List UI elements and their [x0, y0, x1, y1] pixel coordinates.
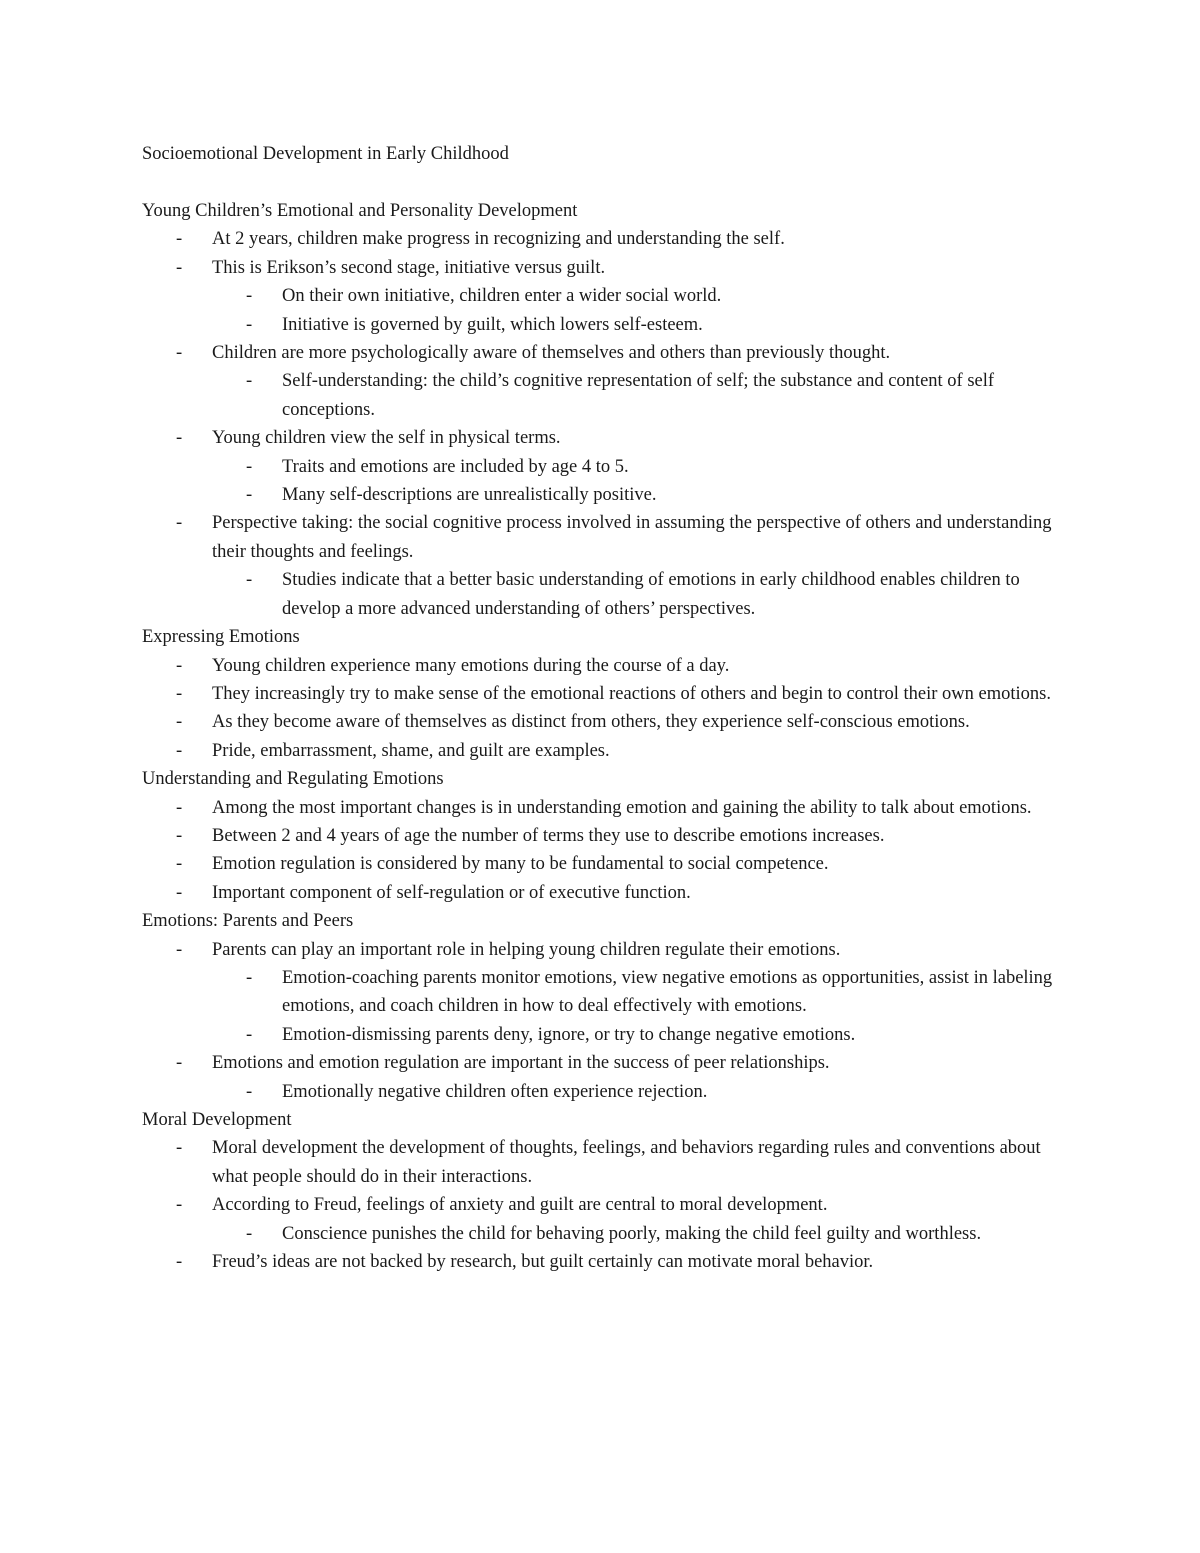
sub-list-item [212, 1220, 1062, 1248]
list-item-text: Freud’s ideas are not backed by research, but guilt certainly can motivate moral behavior. [212, 1252, 874, 1273]
dash-bullet-icon: - [176, 1195, 183, 1216]
dash-bullet-icon: - [246, 485, 253, 506]
section-heading: Emotions: Parents and Peers [142, 911, 354, 932]
dash-bullet-icon: - [246, 286, 253, 307]
dash-bullet-icon: - [176, 513, 183, 534]
bullet-list [142, 936, 1062, 1106]
section-heading: Moral Development [142, 1110, 292, 1130]
sub-bullet-list [212, 1078, 1062, 1106]
sub-list-item-text: On their own initiative, children enter a wider social world. [282, 286, 722, 307]
list-item [142, 254, 1062, 339]
list-item-text: They increasingly try to make sense of the emotional reactions of others and begin to control their own emotions. [212, 683, 1051, 704]
list-item-text: Moral development the development of thoughts, feelings, and behaviors regarding rules and conventions about what people should do in their interactions. [212, 1138, 1041, 1187]
list-item [142, 424, 1062, 509]
dash-bullet-icon: - [176, 939, 183, 960]
bullet-list [142, 1134, 1062, 1276]
bullet-list [142, 225, 1062, 623]
sub-bullet-list [212, 453, 1062, 510]
sub-list-item-text: Emotion-coaching parents monitor emotions, view negative emotions as opportunities, assist in labeling emotions, and coach children in how to deal effectively with emotions. [282, 967, 1053, 1017]
dash-bullet-icon: - [246, 570, 253, 591]
document-title: Socioemotional Development in Early Childhood [142, 144, 509, 164]
dash-bullet-icon: - [176, 257, 183, 278]
dash-bullet-icon: - [176, 428, 183, 449]
sub-list-item [212, 453, 1062, 481]
sub-bullet-list [212, 282, 1062, 339]
list-item-text: Pride, embarrassment, shame, and guilt are examples. [212, 740, 610, 761]
list-item [142, 509, 1062, 623]
list-item-text: As they become aware of themselves as distinct from others, they experience self-conscious emotions. [212, 712, 970, 733]
sub-list-item [212, 311, 1062, 339]
section-heading: Understanding and Regulating Emotions [142, 769, 444, 790]
list-item-text: Young children view the self in physical terms. [212, 428, 561, 449]
sub-list-item [212, 964, 1062, 1021]
list-item-text: According to Freud, feelings of anxiety and guilt are central to moral development. [212, 1195, 828, 1216]
list-item-text: At 2 years, children make progress in recognizing and understanding the self. [212, 229, 785, 250]
bullet-list [142, 794, 1062, 908]
list-item [142, 879, 1062, 907]
list-item [142, 1134, 1062, 1191]
dash-bullet-icon: - [246, 456, 253, 477]
list-item [142, 339, 1062, 424]
list-item [142, 652, 1062, 680]
sub-list-item [212, 1021, 1062, 1049]
list-item-text: Emotion regulation is considered by many to be fundamental to social competence. [212, 854, 829, 875]
bullet-list [142, 652, 1062, 766]
section [142, 765, 1062, 907]
list-item [142, 794, 1062, 822]
section [142, 1106, 1062, 1276]
dash-bullet-icon: - [246, 1081, 253, 1102]
dash-bullet-icon: - [246, 967, 253, 988]
dash-bullet-icon: - [176, 1138, 183, 1159]
sub-bullet-list [212, 367, 1062, 424]
sub-list-item-text: Traits and emotions are included by age 4 to 5. [282, 456, 629, 477]
list-item-text: Between 2 and 4 years of age the number of terms they use to describe emotions increases. [212, 825, 885, 846]
list-item [142, 680, 1062, 708]
sub-list-item [212, 367, 1062, 424]
list-item-text: Emotions and emotion regulation are important in the success of peer relationships. [212, 1053, 830, 1074]
list-item-text: This is Erikson’s second stage, initiative versus guilt. [212, 257, 606, 278]
list-item [142, 225, 1062, 253]
list-item-text: Among the most important changes is in understanding emotion and gaining the ability to talk about emotions. [212, 797, 1032, 818]
list-item [142, 708, 1062, 736]
sub-list-item-text: Studies indicate that a better basic understanding of emotions in early childhood enables children to develop a more advanced understanding of others’ perspectives. [282, 570, 1020, 619]
sub-bullet-list [212, 566, 1062, 623]
dash-bullet-icon: - [176, 825, 183, 846]
sub-list-item [212, 282, 1062, 310]
dash-bullet-icon: - [176, 343, 183, 364]
dash-bullet-icon: - [176, 655, 183, 676]
list-item-text: Important component of self-regulation or of executive function. [212, 882, 691, 903]
sub-list-item [212, 481, 1062, 509]
dash-bullet-icon: - [176, 797, 183, 818]
dash-bullet-icon: - [176, 1053, 183, 1074]
section [142, 623, 1062, 765]
sub-list-item [212, 566, 1062, 623]
dash-bullet-icon: - [176, 740, 183, 761]
dash-bullet-icon: - [246, 1223, 253, 1244]
sub-bullet-list [212, 1220, 1062, 1248]
sub-list-item-text: Initiative is governed by guilt, which lowers self-esteem. [282, 314, 703, 335]
section [142, 197, 1062, 623]
dash-bullet-icon: - [176, 854, 183, 875]
sub-list-item [212, 1078, 1062, 1106]
list-item-text: Children are more psychologically aware of themselves and others than previously thought. [212, 343, 891, 364]
section [142, 907, 1062, 1106]
list-item-text: Parents can play an important role in helping young children regulate their emotions. [212, 939, 841, 960]
list-item [142, 822, 1062, 850]
dash-bullet-icon: - [246, 1024, 253, 1045]
list-item [142, 936, 1062, 1050]
list-item [142, 1049, 1062, 1106]
list-item [142, 850, 1062, 878]
dash-bullet-icon: - [176, 229, 183, 250]
dash-bullet-icon: - [246, 314, 253, 335]
sub-bullet-list [212, 964, 1062, 1049]
sub-list-item-text: Many self-descriptions are unrealistically positive. [282, 485, 657, 506]
section-heading: Expressing Emotions [142, 627, 300, 648]
dash-bullet-icon: - [176, 1252, 183, 1273]
list-item-text: Perspective taking: the social cognitive process involved in assuming the perspective of others and understanding their thoughts and feelings. [212, 513, 1052, 562]
list-item [142, 1248, 1062, 1276]
sub-list-item-text: Self-understanding: the child’s cognitive representation of self; the substance and content of self conceptions. [282, 371, 995, 420]
document-body [142, 197, 1062, 1276]
dash-bullet-icon: - [176, 712, 183, 733]
dash-bullet-icon: - [176, 683, 183, 704]
sub-list-item-text: Emotionally negative children often experience rejection. [282, 1081, 708, 1102]
dash-bullet-icon: - [176, 882, 183, 903]
list-item [142, 1191, 1062, 1248]
list-item-text: Young children experience many emotions during the course of a day. [212, 655, 730, 676]
sub-list-item-text: Conscience punishes the child for behaving poorly, making the child feel guilty and worthless. [282, 1223, 982, 1244]
section-heading: Young Children’s Emotional and Personality Development [142, 201, 578, 221]
sub-list-item-text: Emotion-dismissing parents deny, ignore, or try to change negative emotions. [282, 1024, 856, 1045]
list-item [142, 737, 1062, 765]
dash-bullet-icon: - [246, 371, 253, 392]
